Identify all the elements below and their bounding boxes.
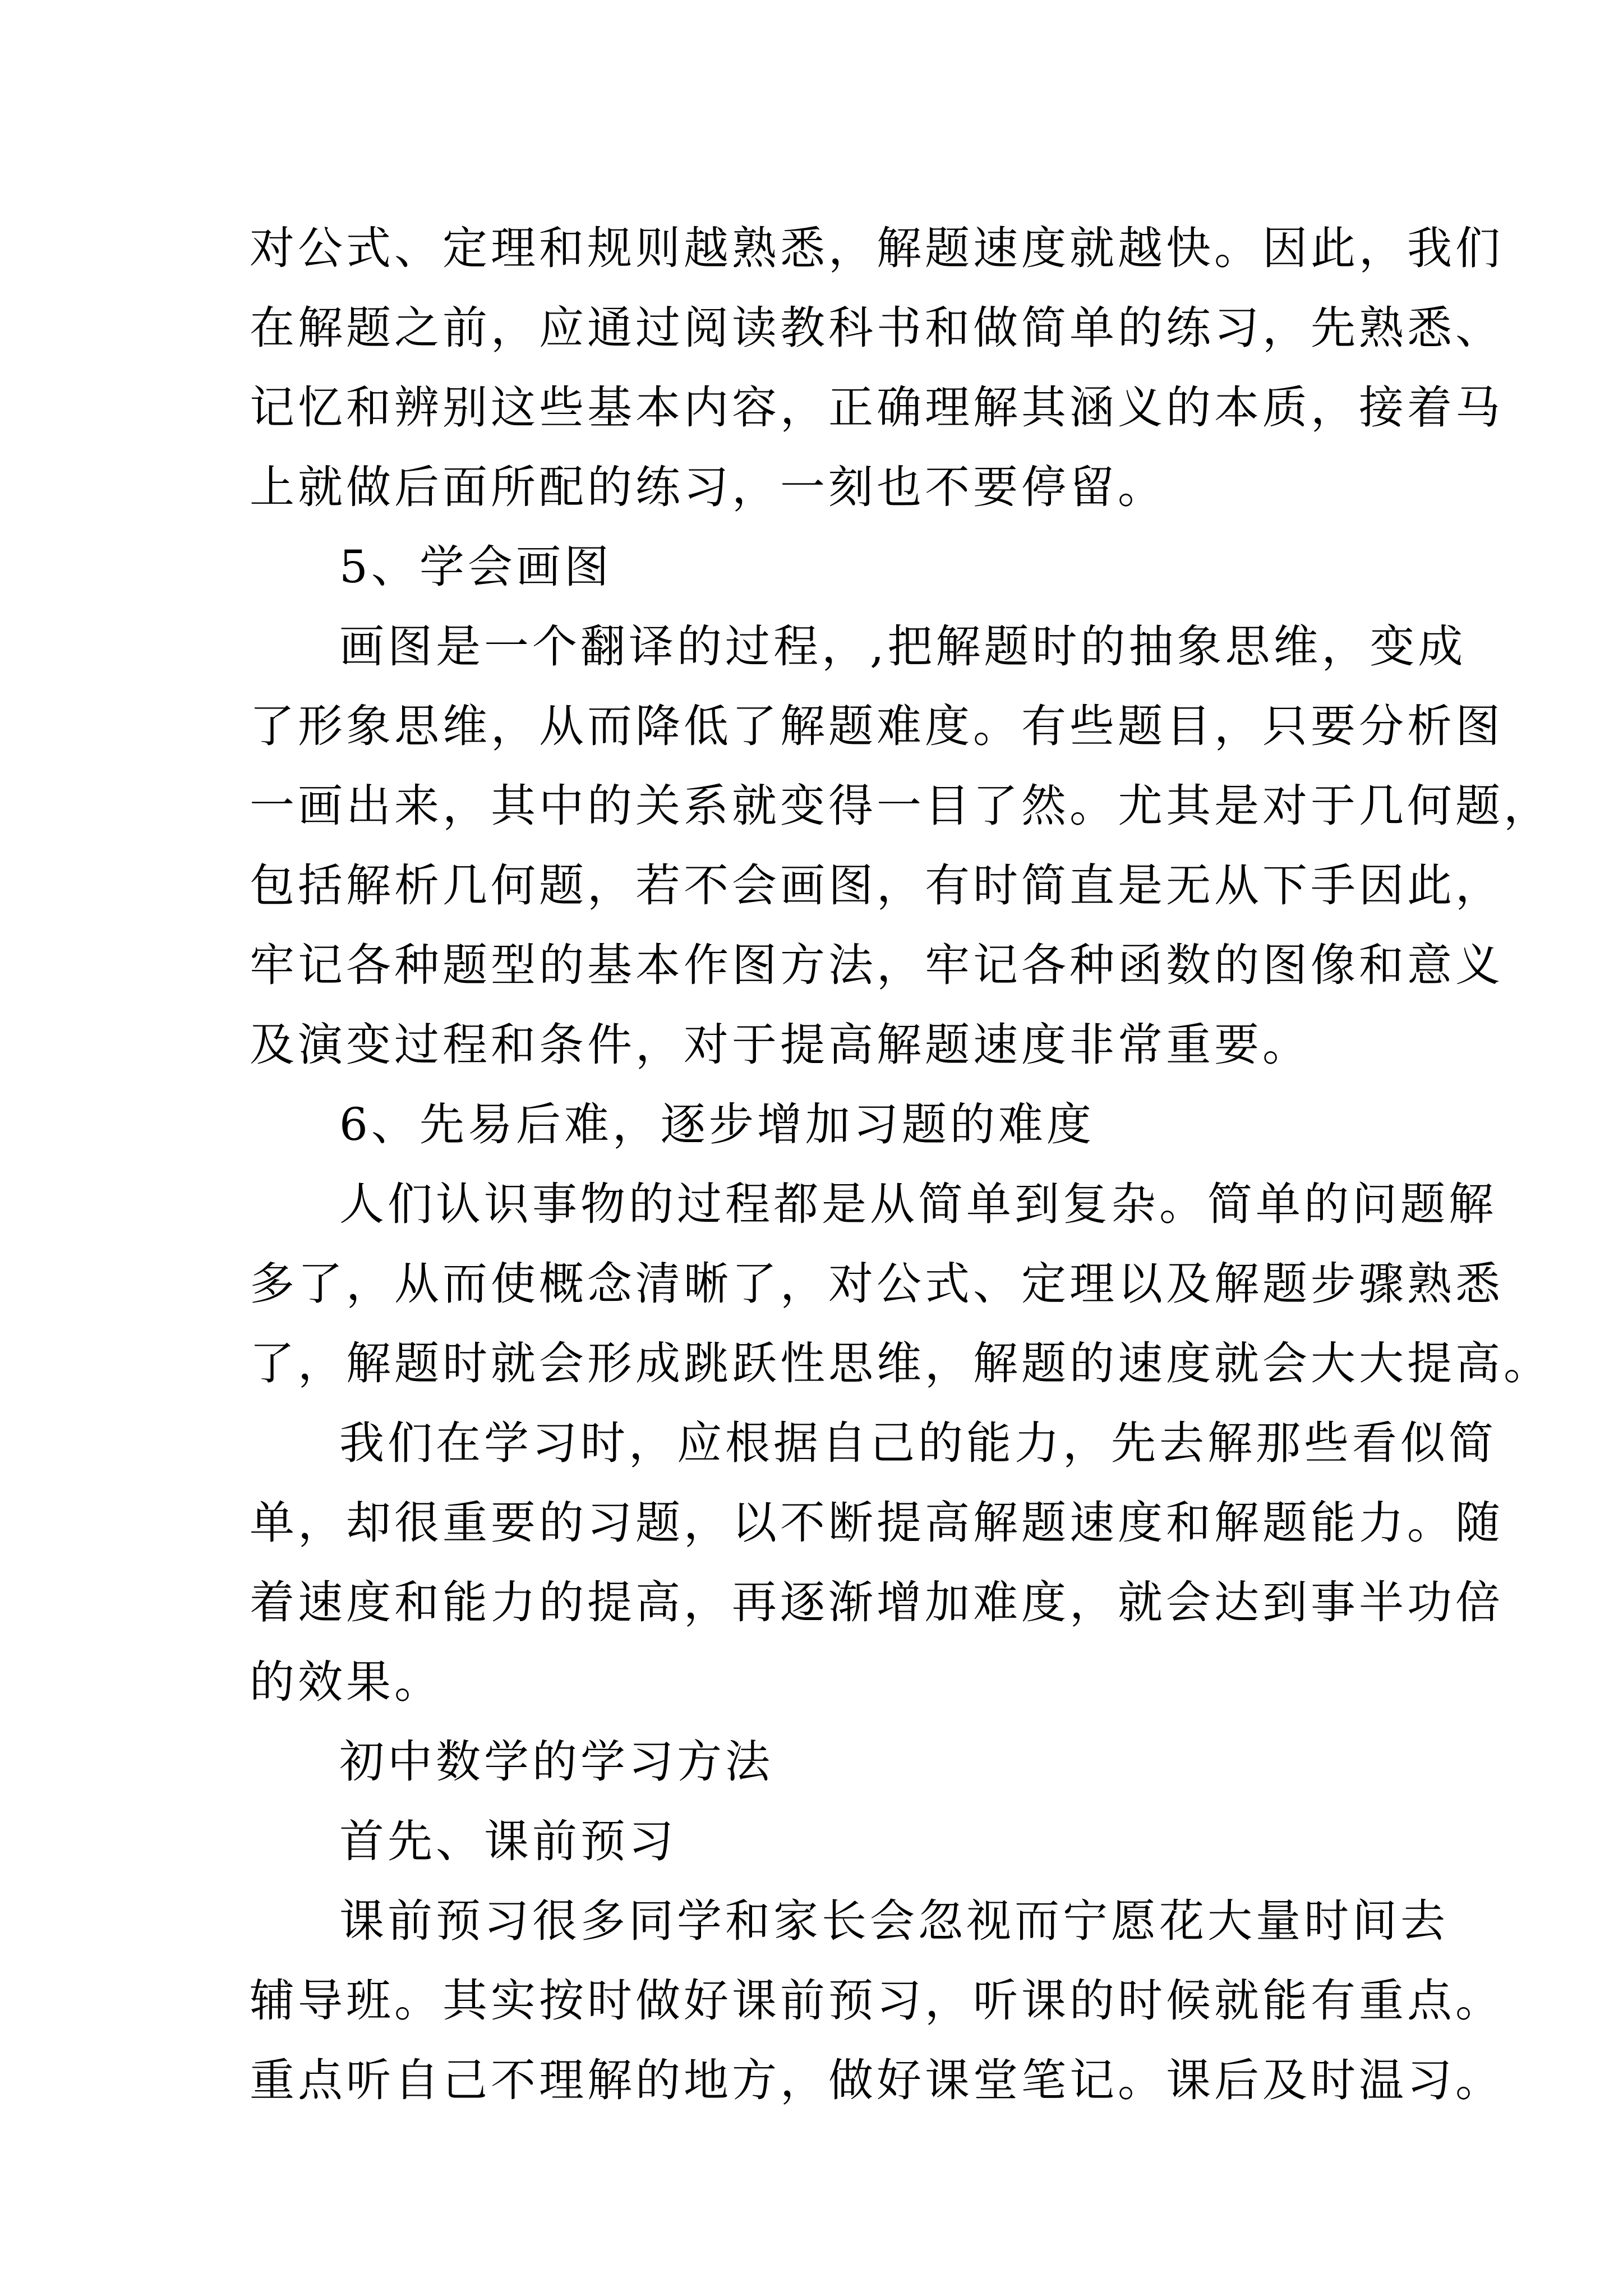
section-heading: 5、学会画图 [339, 541, 612, 593]
section-heading: 6、先易后难，逐步增加习题的难度 [339, 1098, 1095, 1151]
paragraph-line: 上就做后面所配的练习，一刻也不要停留。 [250, 461, 1166, 513]
section-heading: 首先、课前预习 [339, 1815, 677, 1867]
paragraph-line: 多了，从而使概念清晰了，对公式、定理以及解题步骤熟悉 [250, 1258, 1504, 1310]
paragraph-line: 课前预习很多同学和家长会忽视而宁愿花大量时间去 [339, 1895, 1449, 1947]
paragraph-line: 我们在学习时，应根据自己的能力，先去解那些看似简 [339, 1417, 1497, 1469]
paragraph-line: 对公式、定理和规则越熟悉，解题速度就越快。因此，我们 [250, 222, 1504, 274]
paragraph-line: 画图是一个翻译的过程，,把解题时的抽象思维，变成 [339, 620, 1467, 673]
paragraph-line: 的效果。 [250, 1656, 442, 1708]
paragraph-line: 包括解析几何题，若不会画图，有时简直是无从下手因此， [250, 859, 1504, 912]
paragraph-line: 记忆和辨别这些基本内容，正确理解其涵义的本质，接着马 [250, 381, 1504, 434]
paragraph-line: 着速度和能力的提高，再逐渐增加难度，就会达到事半功倍 [250, 1576, 1504, 1628]
paragraph-line: 及演变过程和条件，对于提高解题速度非常重要。 [250, 1019, 1311, 1071]
paragraph-line: 一画出来，其中的关系就变得一目了然。尤其是对于几何题， [250, 780, 1552, 832]
paragraph-line: 牢记各种题型的基本作图方法，牢记各种函数的图像和意义 [250, 939, 1504, 991]
paragraph-line: 在解题之前，应通过阅读教科书和做简单的练习，先熟悉、 [250, 302, 1504, 354]
paragraph-line: 重点听自己不理解的地方，做好课堂笔记。课后及时温习。 [250, 2054, 1504, 2106]
paragraph-line: 了形象思维，从而降低了解题难度。有些题目，只要分析图 [250, 700, 1504, 752]
document-body [250, 209, 1552, 2120]
paragraph-line: 了，解题时就会形成跳跃性思维，解题的速度就会大大提高。 [250, 1337, 1552, 1389]
paragraph-line: 辅导班。其实按时做好课前预习，听课的时候就能有重点。 [250, 1975, 1504, 2027]
section-heading: 初中数学的学习方法 [339, 1736, 773, 1788]
paragraph-line: 单，却很重要的习题，以不断提高解题速度和解题能力。随 [250, 1497, 1504, 1549]
paragraph-line: 人们认识事物的过程都是从简单到复杂。简单的问题解 [339, 1178, 1497, 1230]
